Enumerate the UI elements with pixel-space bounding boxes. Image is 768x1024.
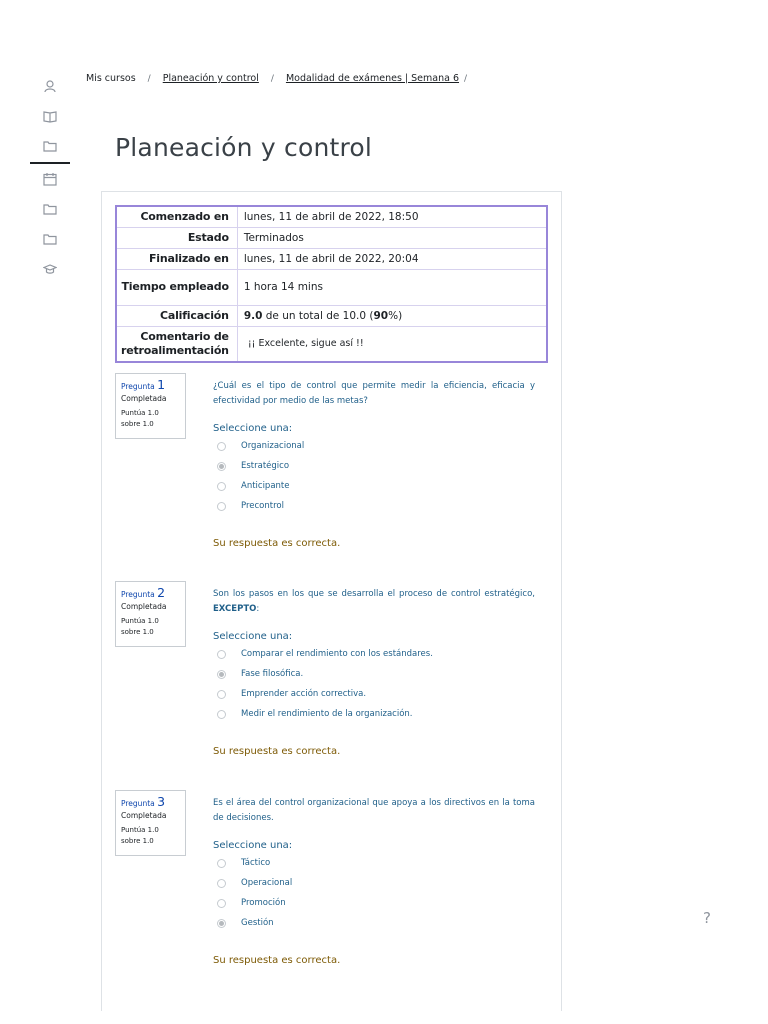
answer-option-label: Estratégico bbox=[241, 461, 290, 471]
summary-row-time-taken bbox=[116, 269, 547, 305]
grade-percent: 90 bbox=[373, 309, 389, 322]
folder-button-2[interactable] bbox=[30, 195, 70, 223]
graduation-cap-icon bbox=[43, 262, 57, 276]
radio-button[interactable] bbox=[217, 859, 226, 868]
question-text-end: : bbox=[256, 604, 260, 614]
folder-icon bbox=[43, 232, 57, 246]
breadcrumb bbox=[86, 73, 479, 84]
summary-label: Finalizado en bbox=[116, 248, 237, 269]
summary-row-grade bbox=[116, 305, 547, 326]
question-state: Completada bbox=[121, 811, 167, 820]
folder-button-3[interactable] bbox=[30, 225, 70, 253]
radio-button[interactable] bbox=[217, 482, 226, 491]
select-one-label: Seleccione una: bbox=[213, 631, 293, 642]
radio-button[interactable] bbox=[217, 650, 226, 659]
question-grade-line: Puntúa 1.0 bbox=[121, 826, 159, 834]
radio-button[interactable] bbox=[217, 710, 226, 719]
summary-label: Calificación bbox=[116, 305, 237, 326]
grades-button[interactable] bbox=[30, 102, 70, 130]
answer-option[interactable] bbox=[217, 649, 433, 659]
question-info bbox=[115, 790, 186, 856]
answer-option-label: Promoción bbox=[241, 898, 286, 908]
answer-option[interactable] bbox=[217, 461, 289, 471]
radio-button[interactable] bbox=[217, 899, 226, 908]
answer-option-label: Comparar el rendimiento con los estándares. bbox=[241, 649, 433, 659]
radio-button[interactable] bbox=[217, 690, 226, 699]
courses-button[interactable] bbox=[30, 255, 70, 283]
answer-option-label: Gestión bbox=[241, 918, 274, 928]
summary-row-state bbox=[116, 227, 547, 248]
user-icon bbox=[43, 79, 57, 93]
answer-option-label: Organizacional bbox=[241, 441, 305, 451]
question-grade bbox=[121, 408, 180, 430]
help-button[interactable]: ? bbox=[703, 909, 711, 927]
select-one-label: Seleccione una: bbox=[213, 423, 293, 434]
page-title: Planeación y control bbox=[115, 133, 373, 162]
summary-value: ¡¡ Excelente, sigue así !! bbox=[237, 326, 547, 362]
question-number-value: 2 bbox=[157, 585, 166, 600]
summary-row-feedback bbox=[116, 326, 547, 362]
participants-button[interactable] bbox=[30, 72, 70, 100]
question-text-main: Son los pasos en los que se desarrolla el proceso de control estratégico, bbox=[213, 589, 535, 599]
folder-icon bbox=[43, 139, 57, 153]
answer-option-label: Precontrol bbox=[241, 501, 284, 511]
summary-row-finished bbox=[116, 248, 547, 269]
question-feedback: Su respuesta es correcta. bbox=[213, 538, 341, 549]
breadcrumb-my-courses[interactable]: Mis cursos bbox=[86, 73, 136, 84]
question-grade-line: sobre 1.0 bbox=[121, 837, 154, 845]
question-number-value: 3 bbox=[157, 794, 166, 809]
attempt-summary-table bbox=[115, 205, 548, 363]
breadcrumb-separator: / bbox=[270, 73, 274, 84]
question-grade bbox=[121, 616, 180, 638]
question-info bbox=[115, 373, 186, 439]
summary-row-started bbox=[116, 206, 547, 227]
radio-button[interactable] bbox=[217, 502, 226, 511]
answer-option[interactable] bbox=[217, 878, 292, 888]
question-number bbox=[121, 377, 180, 392]
question-text: ¿Cuál es el tipo de control que permite medir la eficiencia, eficacia y efectividad por medio de las metas? bbox=[213, 381, 535, 406]
summary-label: Estado bbox=[116, 227, 237, 248]
folder-button-1[interactable] bbox=[30, 132, 70, 160]
question-grade-line: Puntúa 1.0 bbox=[121, 409, 159, 417]
grade-score: 9.0 bbox=[243, 309, 263, 322]
answer-option[interactable] bbox=[217, 709, 412, 719]
summary-value: lunes, 11 de abril de 2022, 20:04 bbox=[237, 248, 547, 269]
answer-option[interactable] bbox=[217, 481, 290, 491]
calendar-icon bbox=[43, 172, 57, 186]
question-number bbox=[121, 794, 180, 809]
question-label: Pregunta bbox=[121, 590, 155, 599]
question-grade-line: Puntúa 1.0 bbox=[121, 617, 159, 625]
answer-option-label: Operacional bbox=[241, 878, 293, 888]
question-feedback: Su respuesta es correcta. bbox=[213, 746, 341, 757]
answer-option-label: Táctico bbox=[241, 858, 271, 868]
answer-option[interactable] bbox=[217, 918, 274, 928]
question-text: Es el área del control organizacional que apoya a los directivos en la toma de decisiones. bbox=[213, 798, 535, 823]
answer-option-label: Emprender acción correctiva. bbox=[241, 689, 367, 699]
answer-option-label: Fase filosófica. bbox=[241, 669, 304, 679]
summary-value: Terminados bbox=[237, 227, 547, 248]
answer-option-label: Anticipante bbox=[241, 481, 290, 491]
question-feedback: Su respuesta es correcta. bbox=[213, 955, 341, 966]
answer-option[interactable] bbox=[217, 858, 270, 868]
radio-button[interactable] bbox=[217, 462, 226, 471]
book-icon bbox=[43, 109, 57, 123]
summary-value: 1 hora 14 mins bbox=[237, 269, 547, 305]
question-label: Pregunta bbox=[121, 799, 155, 808]
answer-option[interactable] bbox=[217, 501, 284, 511]
breadcrumb-course[interactable]: Planeación y control bbox=[162, 73, 259, 84]
question-label: Pregunta bbox=[121, 382, 155, 391]
grade-percent-suffix: %) bbox=[388, 309, 403, 322]
question-info bbox=[115, 581, 186, 647]
radio-button[interactable] bbox=[217, 442, 226, 451]
answer-option[interactable] bbox=[217, 441, 304, 451]
answer-option[interactable] bbox=[217, 669, 303, 679]
summary-label: Comenzado en bbox=[116, 206, 237, 227]
question-text bbox=[213, 587, 535, 617]
breadcrumb-separator: / bbox=[147, 73, 151, 84]
summary-value: lunes, 11 de abril de 2022, 18:50 bbox=[243, 210, 419, 223]
answer-option-label: Medir el rendimiento de la organización. bbox=[241, 709, 413, 719]
question-state: Completada bbox=[121, 602, 167, 611]
question-number-value: 1 bbox=[157, 377, 166, 392]
radio-button[interactable] bbox=[217, 670, 226, 679]
active-indicator bbox=[30, 162, 70, 164]
breadcrumb-separator: / bbox=[464, 73, 468, 84]
question-text-emphasis: EXCEPTO bbox=[213, 604, 257, 614]
radio-button[interactable] bbox=[217, 919, 226, 928]
answer-option[interactable] bbox=[217, 898, 286, 908]
calendar-button[interactable] bbox=[30, 165, 70, 193]
select-one-label: Seleccione una: bbox=[213, 840, 293, 851]
question-number bbox=[121, 585, 180, 600]
question-state: Completada bbox=[121, 394, 167, 403]
breadcrumb-section[interactable]: Modalidad de exámenes | Semana 6 bbox=[285, 73, 460, 84]
grade-total: de un total de 10.0 ( bbox=[262, 309, 374, 322]
question-grade bbox=[121, 825, 180, 847]
folder-icon bbox=[43, 202, 57, 216]
summary-label: Tiempo empleado bbox=[116, 269, 237, 305]
question-grade-line: sobre 1.0 bbox=[121, 628, 154, 636]
answer-option[interactable] bbox=[217, 689, 366, 699]
summary-label: Comentario de retroalimentación bbox=[116, 326, 237, 362]
radio-button[interactable] bbox=[217, 879, 226, 888]
question-grade-line: sobre 1.0 bbox=[121, 420, 154, 428]
summary-value bbox=[237, 305, 547, 326]
